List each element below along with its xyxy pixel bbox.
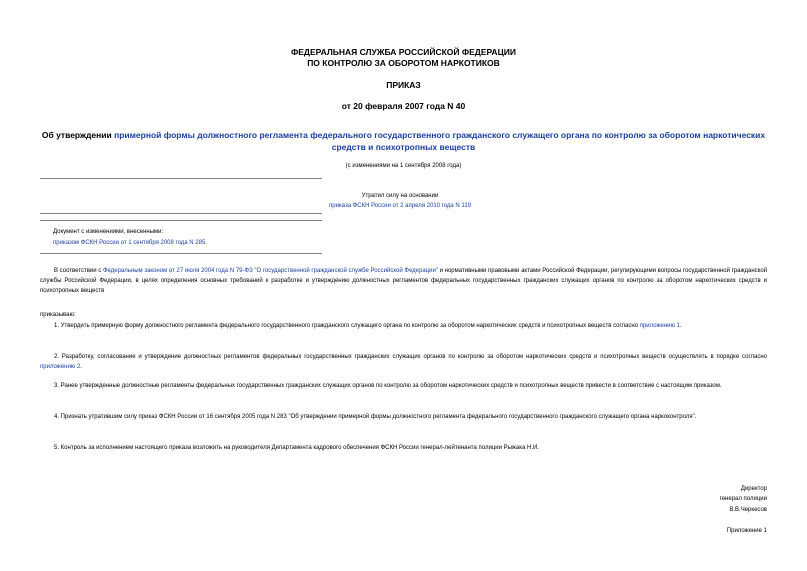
divider — [40, 253, 322, 254]
appendix-label: Приложение 1 — [726, 528, 767, 534]
item-1-end: . — [680, 323, 682, 329]
amendments-link[interactable]: приказом ФСКН России от 1 сентября 2008 года N 285 — [53, 240, 206, 246]
item-3: 3. Ранее утвержденные должностные регламенты федеральных государственных гражданских служащих органов по контролю за оборотом наркотических средств и психотропных веществ привести в соответствие с настоящим приказом. — [54, 383, 722, 389]
divider — [40, 220, 322, 221]
order-word: приказываю: — [40, 312, 76, 318]
amendments-end: . — [205, 240, 207, 246]
federal-law-link[interactable]: Федеральным законом от 27 июля 2004 года N 79-ФЗ "О государственной гражданской службе Российской Федерации" — [102, 268, 438, 274]
amendments-line — [53, 238, 207, 248]
revision-note: (с изменениями на 1 сентября 2008 года) — [345, 163, 462, 169]
item-1 — [40, 321, 767, 331]
item-2-end: . — [80, 364, 82, 370]
item-5: 5. Контроль за исполнением настоящего приказа возложить на руководителя Департамента кадрового обеспечения ФСКН России генерал-лейтенанта полиции Рыжака Н.И. — [54, 445, 540, 451]
org-name-line2: ПО КОНТРОЛЮ ЗА ОБОРОТОМ НАРКОТИКОВ — [307, 58, 500, 68]
intro-paragraph — [40, 266, 767, 296]
org-name-line1: ФЕДЕРАЛЬНАЯ СЛУЖБА РОССИЙСКОЙ ФЕДЕРАЦИИ — [291, 47, 516, 57]
intro-text-1: В соответствии с — [54, 268, 103, 274]
item-1-text: 1. Утвердить примерную форму должностного регламента федерального государственного гражданского служащего органа по контролю за оборотом наркотических средств и психотропных веществ согласно — [54, 323, 640, 329]
intro-text-2: и нормативными правовыми актами Российской Федерации, регулирующими вопросы государственной гражданской службы Российской Федерации, в целях определения основных требований к разработке и утверждению должностных регламентов федеральных государственных гражданских служащих органов по контролю за оборотом наркотических средств и психотропных веществ — [40, 268, 768, 294]
title-link[interactable]: примерной формы должностного регламента федерального государственного гражданского служащего органа по контролю за оборотом наркотических средств и психотропных веществ — [114, 130, 766, 152]
amendments-label: Документ с изменениями, внесенными: — [53, 229, 164, 235]
appendix-2-link[interactable]: приложению 2 — [40, 364, 81, 370]
lost-force-link[interactable]: приказа ФСКН России от 2 апреля 2010 года N 119 — [328, 203, 471, 209]
document-title — [40, 130, 767, 153]
item-2-text: 2. Разработку, согласование и утверждение должностных регламентов федеральных государственных гражданских служащих органов по контролю за оборотом наркотических средств и психотропных веществ осуществлять в порядке согласно — [54, 354, 767, 360]
divider — [40, 213, 322, 214]
divider — [40, 178, 322, 179]
signer-name: В.В.Черкесов — [729, 507, 767, 513]
title-prefix: Об утверждении — [41, 130, 115, 140]
item-4: 4. Признать утратившим силу приказ ФСКН России от 16 сентября 2005 года N 283 "Об утверждении примерной формы должностного регламента федерального государственного гражданского служащего органа наркоконтроля". — [54, 414, 697, 420]
signer-rank: генерал полиции — [719, 496, 767, 502]
document-date-number: от 20 февраля 2007 года N 40 — [341, 101, 466, 111]
appendix-1-link[interactable]: приложению 1 — [639, 323, 681, 329]
item-2 — [40, 352, 767, 372]
document-type: ПРИКАЗ — [386, 80, 421, 90]
lost-force-label: Утратил силу на основании — [361, 193, 439, 199]
signer-position: Директор — [740, 486, 767, 492]
